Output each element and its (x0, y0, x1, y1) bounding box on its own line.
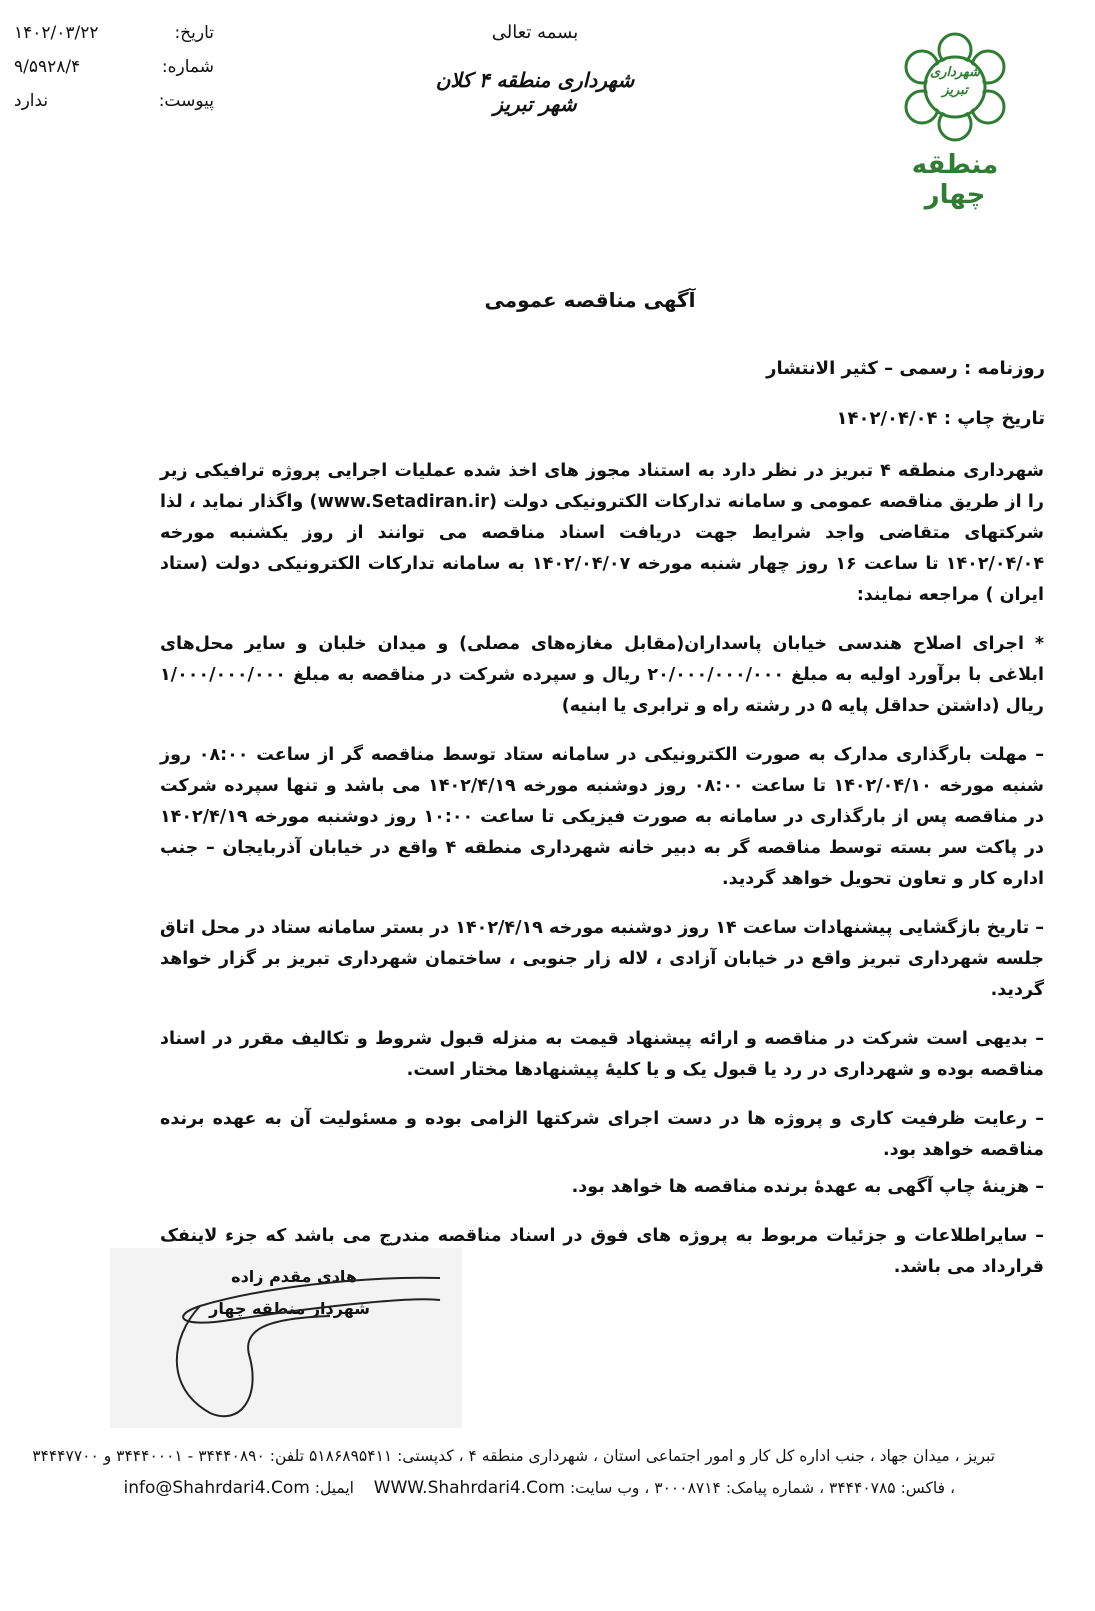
paragraph-intro: شهرداری منطقه ۴ تبریز در نظر دارد به استناد مجوز های اخذ شده عملیات اجرایی پروژه ترافیکی زیر را از طریق مناقصه عمومی و سامانه تدارکات الکترونیکی دولت (www.Setadiran.ir) واگذار نماید ، لذا شرکتهای متقاضی واجد شرایط جهت دریافت اسناد مناقصه می توانند از روز یکشنبه مورخه ۱۴۰۲/۰۴/۰۴ تا ساعت ۱۶ روز چهار شنبه مورخه ۱۴۰۲/۰۴/۰۷ به سامانه تدارکات الکترونیکی دولت (ستاد ایران ) مراجعه نمایند: (160, 461, 1045, 605)
meta-attachment-label: پیوست: (158, 91, 214, 111)
print-date-line (837, 408, 1046, 429)
basmala: بسمه تعالی (491, 22, 579, 43)
paragraph-acceptance: – بدیهی است شرکت در مناقصه و ارائه پیشنهاد قیمت به منزله قبول شروط و تکالیف مقرر در اسناد مناقصه بوده و شهرداری در رد یا قبول یک و یا کلیهٔ پیشنهادها مختار است. (160, 1029, 1044, 1080)
fax-number: ۳۴۴۴۰۷۸۵ (829, 1479, 896, 1497)
paragraph-details: – سایراطلاعات و جزئیات مربوط به پروژه های فوق در اسناد مناقصه مندرج می باشد که جزء لاینفک قرارداد می باشد. (160, 1226, 1044, 1277)
municipality-logo (890, 22, 1020, 210)
notice-title: آگهی مناقصه عمومی (484, 288, 696, 312)
print-date-label: تاریخ چاپ : (943, 408, 1045, 429)
signer-name: هادی مقدم زاده (231, 1267, 357, 1286)
email-label: ایمیل: (314, 1479, 354, 1497)
logo-label: منطقه چهار (911, 150, 999, 210)
signature-block (110, 1248, 462, 1428)
paragraph-opening-date: – تاریخ بازگشایی پیشنهادات ساعت ۱۴ روز دوشنبه مورخه ۱۴۰۲/۴/۱۹ در بستر سامانه ستاد در محل اتاق جلسه شهرداری تبریز واقع در خیابان آزادی ، لاله زار جنوبی ، ساختمان شهرداری تبریز بر گزار خواهد گردید. (160, 918, 1044, 1000)
website-link[interactable]: WWW.Shahrdari4.Com (373, 1478, 565, 1498)
sms-number: ۳۰۰۰۸۷۱۴ (654, 1479, 721, 1497)
paragraph-upload-deadline: – مهلت بارگذاری مدارک به صورت الکترونیکی در سامانه ستاد توسط مناقصه گر از ساعت ۰۸:۰۰ روز شنبه مورخه ۱۴۰۲/۰۴/۱۰ تا ساعت ۰۸:۰۰ روز دوشنبه مورخه ۱۴۰۲/۴/۱۹ می باشد و تنها سپرده شرکت در مناقصه پس از بارگذاری در سامانه به صورت فیزیکی تا ساعت ۱۰:۰۰ روز دوشنبه مورخه ۱۴۰۲/۴/۱۹ در پاکت سر بسته توسط مناقصه گر به دبیر خانه شهرداری منطقه ۴ واقع در خیابان آذربایجان – جنب اداره کار و تعاون تحویل خواهد گردید. (160, 745, 1045, 889)
notice-body (160, 456, 1044, 1301)
meta-number-value: ۹/۵۹۲۸/۴ (14, 57, 81, 77)
meta-attachment-row (14, 84, 214, 118)
meta-date-label: تاریخ: (174, 23, 214, 43)
logo-text: شهرداری تبریز (930, 65, 980, 98)
meta-attachment-value: ندارد (14, 91, 49, 111)
document-meta (14, 16, 214, 118)
paragraph-print-cost: – هزینهٔ چاپ آگهی به عهدهٔ برنده مناقصه ها خواهد بود. (571, 1177, 1044, 1197)
website-label: ، وب سایت: (569, 1479, 650, 1497)
meta-date-value: ۱۴۰۲/۰۳/۲۲ (14, 23, 99, 43)
newspaper-value: رسمی – کثیر الانتشار (766, 358, 958, 379)
paragraph-project: * اجرای اصلاح هندسی خیابان پاسداران(مقابل مغازه‌های مصلی) و میدان خلبان و سایر محل‌های ابلاغی با برآورد اولیه به مبلغ ۲۰/۰۰۰/۰۰۰/۰۰۰ ریال و سپرده شرکت در مناقصه به مبلغ ۱/۰۰۰/۰۰۰/۰۰۰ ریال (داشتن حداقل پایه ۵ در رشته راه و ترابری یا ابنیه) (160, 634, 1044, 716)
meta-number-label: شماره: (161, 57, 214, 77)
handwritten-signature-icon (110, 1248, 462, 1428)
print-date-value: ۱۴۰۲/۰۴/۰۴ (836, 408, 938, 429)
sms-label: ، شماره پیامک: (725, 1479, 825, 1497)
paragraph-capacity: – رعایت ظرفیت کاری و پروژه ها در دست اجرای شرکتها الزامی بوده و مسئولیت آن به عهده برنده مناقصه خواهد بود. (160, 1109, 1044, 1160)
newspaper-label: روزنامه : (964, 358, 1045, 379)
signer-position: شهردار منطقه چهار (209, 1299, 370, 1318)
meta-number-row (14, 50, 214, 84)
footer-contacts (123, 1472, 955, 1504)
meta-date-row (14, 16, 214, 50)
newspaper-line (766, 358, 1045, 379)
organization-name: شهرداری منطقه ۴ کلان شهر تبریز (435, 68, 635, 116)
email-link[interactable]: info@Shahrdari4.Com (123, 1478, 310, 1498)
fax-label: ، فاکس: (900, 1479, 955, 1497)
footer-address: تبریز ، میدان جهاد ، جنب اداره کل کار و امور اجتماعی استان ، شهرداری منطقه ۴ ، کدپستی: ۵۱۸۶۸۹۵۴۱۱ تلفن: ۳۴۴۴۰۸۹۰ - ۳۴۴۴۰۰۰۱ و ۳۴۴۴۷۷۰۰ (32, 1447, 995, 1465)
